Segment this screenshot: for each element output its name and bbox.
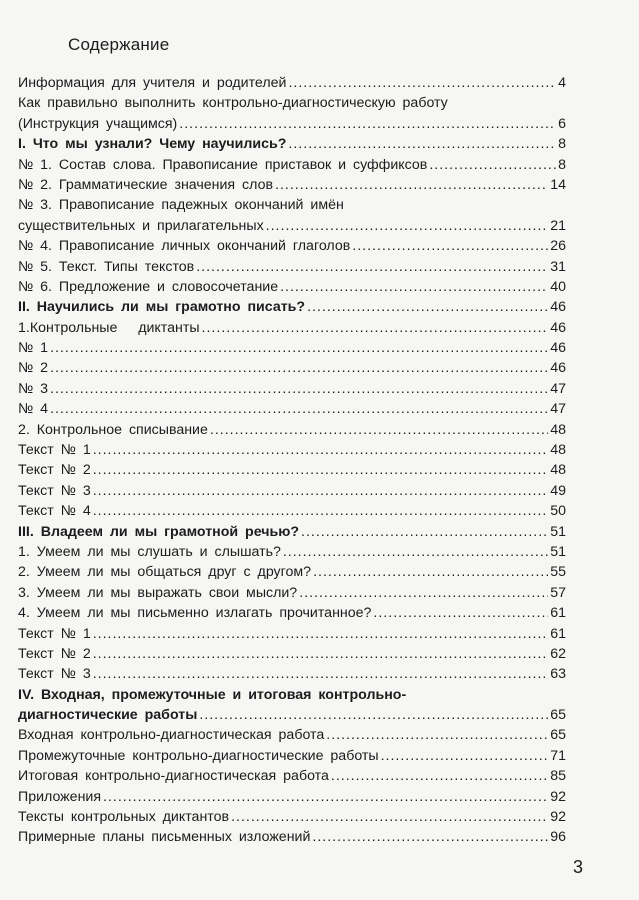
toc-entry (18, 807, 566, 827)
toc-entry-text: Входная контрольно-диагностическая работа (18, 727, 325, 744)
toc-entry-text: № 4. Правописание личных окончаний глаголов (18, 238, 351, 255)
leader-dots (373, 603, 548, 623)
leader-dots (301, 522, 548, 542)
toc-entry (18, 399, 566, 419)
leader-dots (280, 277, 548, 297)
toc-entry-text: I. Что мы узнали? Чему научились? (18, 136, 287, 153)
toc-entry-text: № 3. Правописание падежных окончаний имён (18, 197, 344, 214)
leader-dots (93, 624, 549, 644)
toc-entry-page: 57 (550, 584, 566, 601)
toc-section-heading (18, 685, 566, 705)
leader-dots (50, 358, 548, 378)
leader-dots (326, 725, 548, 745)
toc-entry-page: 31 (550, 258, 566, 275)
toc-section-heading (18, 522, 566, 542)
toc-entry-page: 14 (550, 176, 566, 193)
toc-entry (18, 746, 566, 766)
toc-entry (18, 501, 566, 521)
toc-entry-page: 46 (550, 299, 566, 316)
leader-dots (196, 257, 548, 277)
leader-dots (266, 216, 549, 236)
toc-entry-page: 46 (550, 340, 566, 357)
leader-dots (299, 583, 548, 603)
leader-dots (93, 460, 549, 480)
toc-entry-page: 48 (550, 462, 566, 479)
toc-entry-text: IV. Входная, промежуточные и итоговая контрольно- (18, 686, 407, 703)
toc-entry-page: 85 (550, 768, 566, 785)
toc-entry-page: 65 (550, 727, 566, 744)
toc-entry (18, 93, 566, 113)
toc-entry-page: 92 (550, 809, 566, 826)
toc-entry (18, 664, 566, 684)
toc-entry (18, 216, 566, 236)
leader-dots (50, 338, 548, 358)
toc-entry-text: № 6. Предложение и словосочетание (18, 278, 279, 295)
toc-entry-text: Промежуточные контрольно-диагностические работы (18, 747, 379, 764)
toc-entry (18, 195, 566, 215)
toc-entry-text: Текст № 3 (18, 482, 91, 499)
leader-dots (288, 73, 556, 93)
toc-entry (18, 827, 566, 847)
toc-entry-page: 96 (550, 829, 566, 846)
toc-entry (18, 318, 566, 338)
toc-entry-text: Текст № 3 (18, 666, 91, 683)
toc-entry-text: Информация для учителя и родителей (18, 74, 287, 91)
toc-entry-page: 46 (550, 319, 566, 336)
toc-entry-page: 47 (550, 380, 566, 397)
toc-entry (18, 338, 566, 358)
toc-entry-text: Текст № 2 (18, 645, 91, 662)
toc-entry (18, 644, 566, 664)
toc-entry-text: 2. Умеем ли мы общаться друг с другом? (18, 564, 312, 581)
toc-entry-text: № 1 (18, 340, 49, 357)
toc-entry-text: № 1. Состав слова. Правописание приставок и суффиксов (18, 156, 428, 173)
toc-entry-page: 40 (550, 278, 566, 295)
toc-entry-text: Текст № 1 (18, 442, 91, 459)
leader-dots (50, 399, 548, 419)
leader-dots (93, 440, 549, 460)
toc-entry-page: 50 (550, 503, 566, 520)
toc-entry-page: 8 (558, 136, 566, 153)
toc-entry-text: существительных и прилагательных (18, 217, 264, 234)
leader-dots (93, 501, 549, 521)
toc-entry (18, 542, 566, 562)
toc-entry (18, 624, 566, 644)
toc-entry (18, 562, 566, 582)
toc-entry-text: № 2 (18, 360, 49, 377)
leader-dots (93, 481, 549, 501)
toc-entry (18, 787, 566, 807)
toc-entry (18, 379, 566, 399)
toc-entry (18, 155, 566, 175)
toc-entry-text: № 3 (18, 380, 49, 397)
page-title: Содержание (68, 35, 170, 54)
toc-entry-text: 1. Умеем ли мы слушать и слышать? (18, 543, 281, 560)
toc-entry (18, 481, 566, 501)
toc-entry-page: 55 (550, 564, 566, 581)
toc-entry-text: 3. Умеем ли мы выражать свои мысли? (18, 584, 298, 601)
toc-entry-text: Приложения (18, 788, 102, 805)
toc-entry-page: 6 (558, 115, 566, 132)
toc-entry-page: 8 (558, 156, 566, 173)
toc-entry (18, 460, 566, 480)
toc-entry-text: № 4 (18, 401, 49, 418)
toc-entry (18, 175, 566, 195)
table-of-contents (18, 73, 566, 848)
toc-entry (18, 277, 566, 297)
toc-entry-page: 48 (550, 421, 566, 438)
toc-entry-text: Итоговая контрольно-диагностическая работа (18, 768, 329, 785)
toc-entry-text: 4. Умеем ли мы письменно излагать прочитанное? (18, 605, 372, 622)
toc-entry-text: 2. Контрольное списывание (18, 421, 208, 438)
leader-dots (93, 644, 549, 664)
toc-entry-page: 61 (550, 625, 566, 642)
toc-entry (18, 236, 566, 256)
toc-entry-page: 62 (550, 645, 566, 662)
leader-dots (275, 175, 548, 195)
leader-dots (312, 827, 548, 847)
toc-section-heading (18, 297, 566, 317)
leader-dots (210, 420, 548, 440)
toc-entry-page: 51 (550, 523, 566, 540)
toc-entry (18, 603, 566, 623)
toc-entry (18, 440, 566, 460)
toc-entry-page: 92 (550, 788, 566, 805)
toc-entry-text: Как правильно выполнить контрольно-диагностическую работу (18, 95, 448, 112)
toc-entry (18, 358, 566, 378)
toc-entry-text: № 5. Текст. Типы текстов (18, 258, 195, 275)
leader-dots (103, 787, 548, 807)
leader-dots (50, 379, 548, 399)
toc-entry-page: 21 (550, 217, 566, 234)
toc-entry (18, 114, 566, 134)
toc-entry-text: II. Научились ли мы грамотно писать? (18, 299, 306, 316)
page-number: 3 (573, 857, 584, 877)
toc-entry (18, 726, 566, 746)
toc-entry-text: Текст № 2 (18, 462, 91, 479)
toc-entry-page: 49 (550, 482, 566, 499)
toc-entry (18, 73, 566, 93)
toc-entry-text: Текст № 1 (18, 625, 91, 642)
leader-dots (179, 114, 556, 134)
leader-dots (199, 705, 548, 725)
toc-section-heading (18, 705, 566, 725)
toc-entry-page: 47 (550, 401, 566, 418)
toc-entry-text: III. Владеем ли мы грамотной речью? (18, 523, 300, 540)
leader-dots (288, 134, 556, 154)
leader-dots (352, 236, 548, 256)
toc-entry (18, 766, 566, 786)
toc-entry-page: 71 (550, 747, 566, 764)
toc-entry-text: (Инструкция учащимся) (18, 115, 178, 132)
leader-dots (283, 542, 548, 562)
leader-dots (231, 807, 548, 827)
toc-entry-page: 46 (550, 360, 566, 377)
toc-entry (18, 583, 566, 603)
toc-entry-text: № 2. Грамматические значения слов (18, 176, 273, 193)
leader-dots (331, 766, 548, 786)
toc-entry-page: 48 (550, 442, 566, 459)
toc-entry-text: 1.Контрольные диктанты (18, 319, 200, 336)
leader-dots (307, 297, 548, 317)
toc-entry (18, 257, 566, 277)
toc-entry-text: Примерные планы письменных изложений (18, 829, 311, 846)
toc-entry-page: 26 (550, 238, 566, 255)
toc-section-heading (18, 134, 566, 154)
leader-dots (429, 155, 556, 175)
toc-entry (18, 420, 566, 440)
toc-entry-page: 51 (550, 543, 566, 560)
toc-entry-text: Текст № 4 (18, 503, 91, 520)
toc-entry-text: диагностические работы (18, 707, 198, 724)
toc-entry-page: 4 (558, 74, 566, 91)
toc-entry-page: 65 (550, 707, 566, 724)
leader-dots (381, 746, 549, 766)
leader-dots (202, 318, 549, 338)
toc-entry-page: 61 (550, 605, 566, 622)
leader-dots (93, 664, 549, 684)
toc-entry-page: 63 (550, 666, 566, 683)
toc-entry-text: Тексты контрольных диктантов (18, 809, 230, 826)
leader-dots (313, 562, 548, 582)
